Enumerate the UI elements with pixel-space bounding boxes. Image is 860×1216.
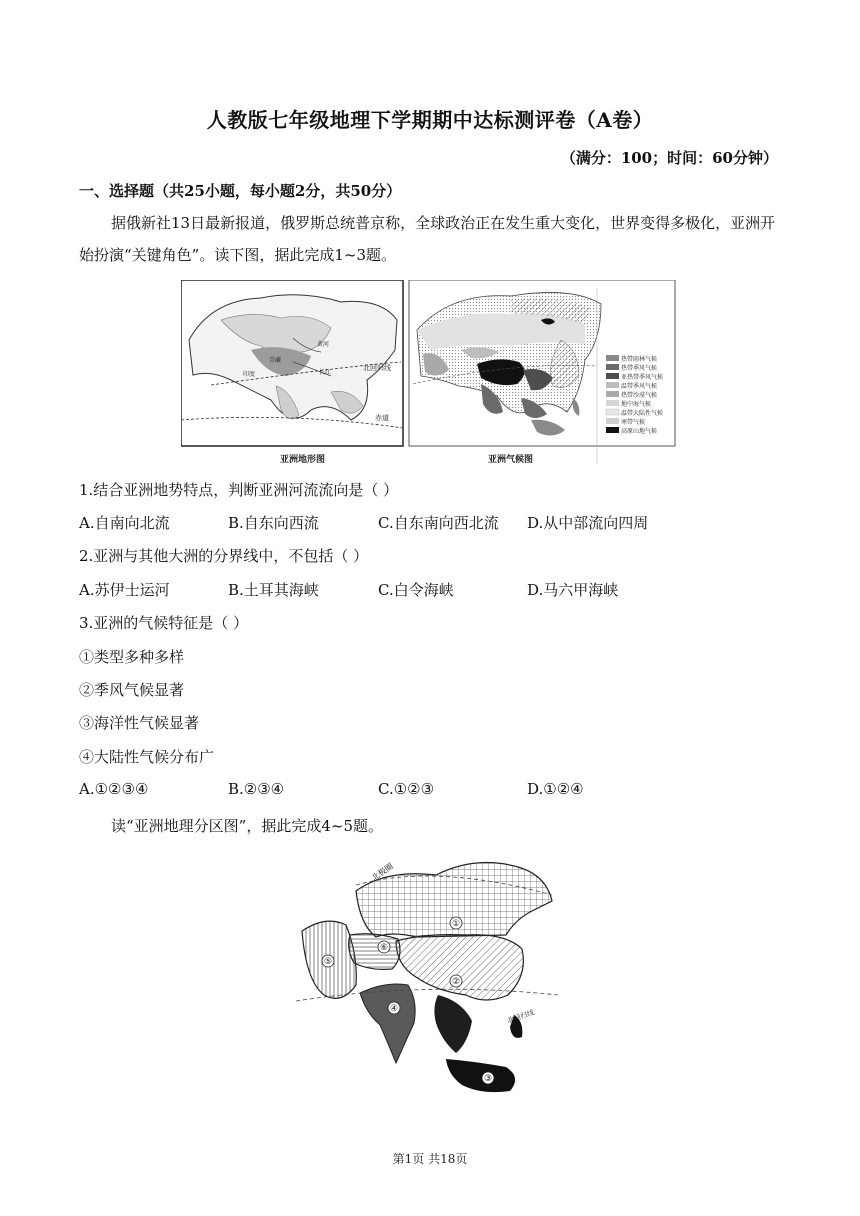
- question-1-stem: 1.结合亚洲地势特点，判断亚洲河流流向是（ ）: [79, 481, 399, 499]
- region-label-2: ②: [451, 977, 461, 987]
- q1-option-b[interactable]: B.自东向西流: [228, 514, 319, 532]
- figure-asia-maps: [181, 280, 678, 464]
- asia-regions-map: [296, 845, 564, 1111]
- region-3-mainland: [434, 995, 472, 1053]
- figure-asia-regions: [296, 845, 564, 1111]
- q3-statement-3: ③海洋性气候显著: [79, 714, 200, 732]
- tropic-label-terrain: 北回归线: [363, 364, 391, 372]
- q2-option-b[interactable]: B.土耳其海峡: [228, 581, 319, 599]
- legend-swatch-0: [606, 355, 619, 361]
- region-label-4: ④: [389, 1004, 399, 1014]
- region-label-1: ①: [451, 919, 461, 929]
- legend-swatch-1: [606, 364, 619, 370]
- question-2-stem: 2.亚洲与其他大洲的分界线中，不包括（ ）: [79, 547, 369, 565]
- asia-climate-map: [409, 280, 675, 464]
- legend-swatch-7: [606, 418, 619, 424]
- asia-terrain-map: [181, 280, 403, 446]
- section-heading: 一、选择题（共25小题，每小题2分，共50分）: [79, 182, 402, 200]
- region-3-islands: [446, 1059, 515, 1092]
- legend-label-1: 热带季风气候: [621, 365, 658, 372]
- legend-label-7: 寒带气候: [621, 419, 646, 426]
- page-footer: 第1页 共18页: [392, 1152, 468, 1166]
- q3-statement-4: ④大陆性气候分布广: [79, 748, 215, 766]
- terrain-map-caption: 亚洲地形图: [280, 455, 326, 465]
- q2-option-d[interactable]: D.马六甲海峡: [527, 581, 619, 599]
- legend-label-3: 温带季风气候: [621, 383, 658, 390]
- tropic-label-regions: 北回归线: [506, 1008, 536, 1025]
- huanghe-label: 黄河: [317, 341, 330, 348]
- q3-option-a[interactable]: A.①②③④: [79, 780, 149, 798]
- equator-label: 赤道: [375, 414, 389, 422]
- climate-map-caption: 亚洲气候图: [488, 455, 534, 465]
- map-intro-paragraph: 读“亚洲地理分区图”，据此完成4~5题。: [111, 817, 383, 835]
- q1-option-a[interactable]: A.自南向北流: [79, 514, 170, 532]
- changjiang-label: 长江: [319, 369, 332, 376]
- q1-option-d[interactable]: D.从中部流向四周: [527, 514, 649, 532]
- legend-label-5: 地中海气候: [621, 401, 652, 408]
- question-3-stem: 3.亚洲的气候特征是（ ）: [79, 614, 249, 632]
- legend-swatch-8: [606, 427, 619, 433]
- q3-statement-2: ②季风气候显著: [79, 681, 185, 699]
- q1-option-c[interactable]: C.自东南向西北流: [378, 514, 499, 532]
- legend-swatch-6: [606, 409, 619, 415]
- india-label: 印度: [243, 371, 256, 378]
- legend-swatch-3: [606, 382, 619, 388]
- asia-maps-graphic: [181, 280, 678, 464]
- legend-label-4: 热带沙漠气候: [621, 392, 658, 399]
- q3-option-c[interactable]: C.①②③: [378, 780, 435, 798]
- legend-swatch-5: [606, 400, 619, 406]
- q2-option-c[interactable]: C.白令海峡: [378, 581, 454, 599]
- legend-label-6: 温带大陆性气候: [621, 410, 664, 417]
- intro-paragraph: 据俄新社13日最新报道，俄罗斯总统普京称，全球政治正在发生重大变化，世界变得多极化，亚洲开始扮演“关键角色”。读下图，据此完成1~3题。: [79, 214, 776, 264]
- q3-option-b[interactable]: B.②③④: [228, 780, 285, 798]
- region-6: [349, 934, 400, 970]
- page-title: 人教版七年级地理下学期期中达标测评卷（A卷）: [206, 108, 654, 132]
- region-label-5: ⑤: [323, 957, 333, 967]
- legend-label-8: 高原山地气候: [621, 428, 658, 435]
- region-label-3: ③: [483, 1074, 493, 1084]
- q2-option-a[interactable]: A.苏伊士运河: [79, 581, 170, 599]
- region-label-6: ⑥: [379, 943, 389, 953]
- legend-label-0: 热带雨林气候: [621, 356, 658, 363]
- legend-swatch-2: [606, 373, 619, 379]
- q3-option-d[interactable]: D.①②④: [527, 780, 584, 798]
- exam-meta: （满分：100；时间：60分钟）: [560, 149, 778, 167]
- q3-statement-1: ①类型多种多样: [79, 648, 185, 666]
- legend-label-2: 亚热带季风气候: [621, 374, 664, 381]
- qingzang-label: 青藏: [269, 357, 282, 364]
- arctic-circle-label: 北极圈: [369, 861, 395, 883]
- legend-swatch-4: [606, 391, 619, 397]
- region-4: [360, 984, 415, 1063]
